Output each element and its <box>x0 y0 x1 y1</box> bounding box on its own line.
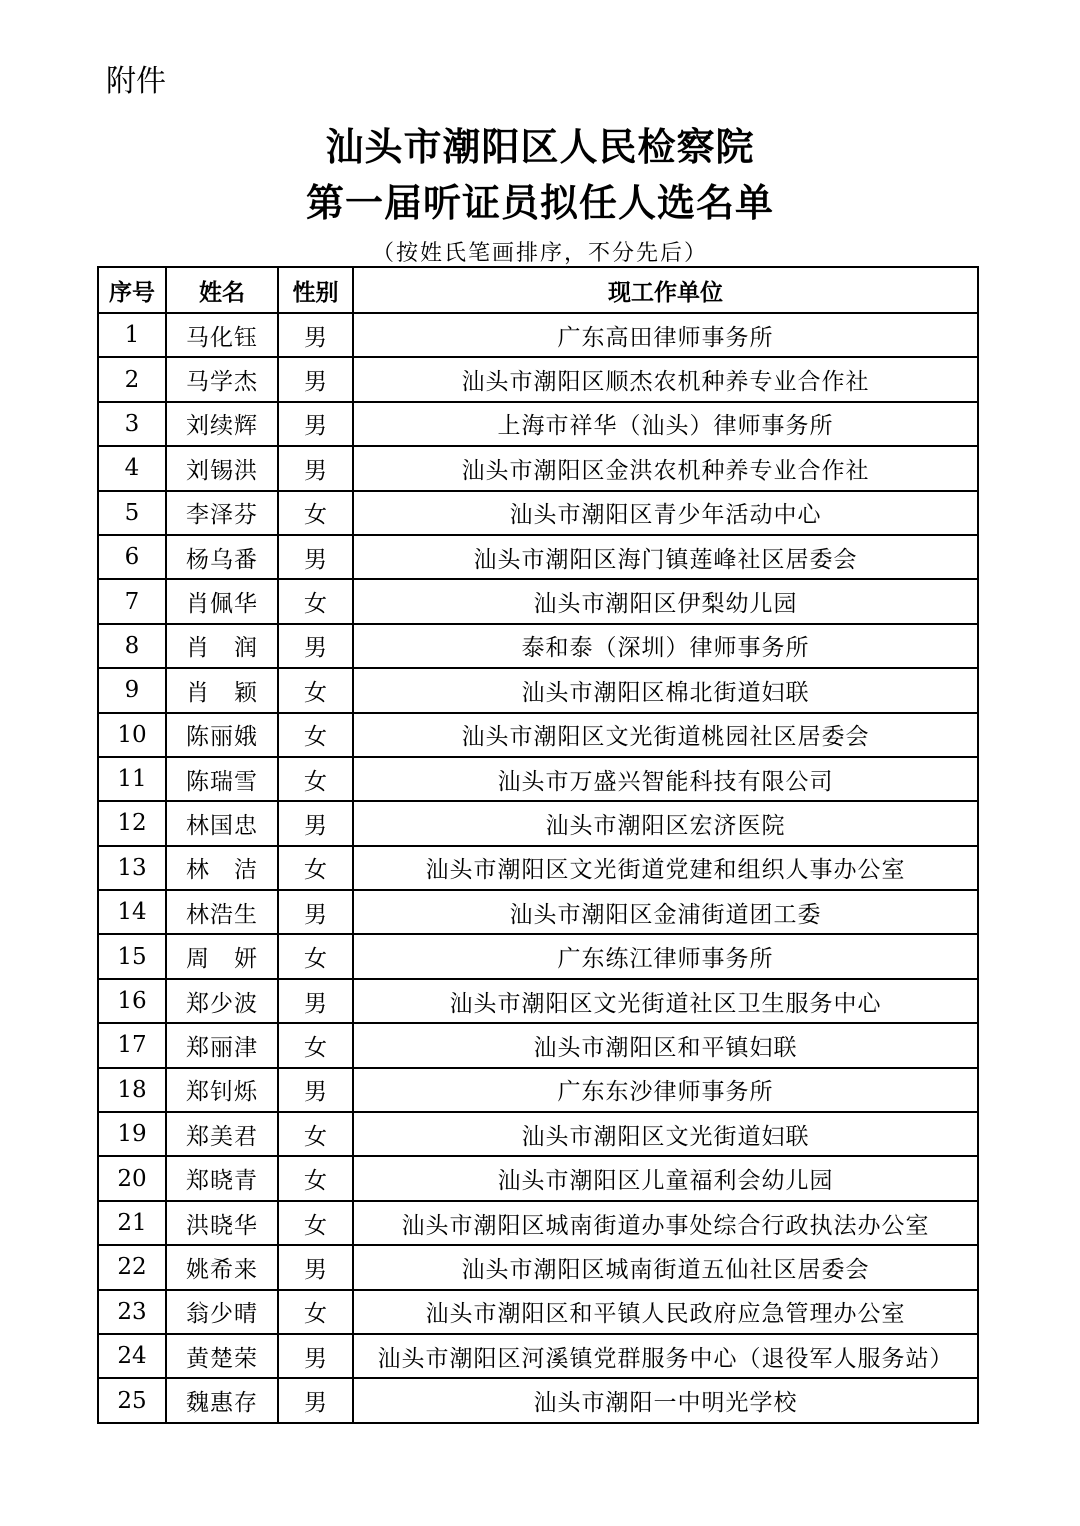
table-row <box>98 1245 978 1289</box>
row-number-cell: 11 <box>98 757 166 801</box>
candidate-table <box>97 266 979 1424</box>
attachment-label: 附件 <box>106 64 166 99</box>
row-gender-cell: 男 <box>278 535 353 579</box>
row-workplace-cell: 汕头市潮阳区和平镇妇联 <box>353 1023 978 1067</box>
row-name-cell: 马学杰 <box>166 357 278 401</box>
table-row <box>98 579 978 623</box>
row-number-cell: 1 <box>98 313 166 357</box>
row-gender-cell: 男 <box>278 313 353 357</box>
row-number-cell: 17 <box>98 1023 166 1067</box>
row-number-cell: 24 <box>98 1334 166 1378</box>
row-number-cell: 6 <box>98 535 166 579</box>
row-name-cell: 肖佩华 <box>166 579 278 623</box>
row-name-cell: 黄楚荣 <box>166 1334 278 1378</box>
table-row <box>98 1290 978 1334</box>
row-gender-cell: 女 <box>278 1023 353 1067</box>
row-name-cell: 魏惠存 <box>166 1378 278 1422</box>
row-gender-cell: 女 <box>278 846 353 890</box>
row-gender-cell: 男 <box>278 1068 353 1112</box>
row-name-cell: 肖 颖 <box>166 668 278 712</box>
table-row <box>98 1201 978 1245</box>
table-row <box>98 934 978 978</box>
header-gender: 性别 <box>278 267 353 313</box>
row-gender-cell: 男 <box>278 890 353 934</box>
row-workplace-cell: 汕头市潮阳区文光街道桃园社区居委会 <box>353 713 978 757</box>
row-number-cell: 13 <box>98 846 166 890</box>
row-number-cell: 23 <box>98 1290 166 1334</box>
document-title-line2: 第一届听证员拟任人选名单 <box>305 180 774 225</box>
table-row <box>98 846 978 890</box>
row-gender-cell: 男 <box>278 801 353 845</box>
row-gender-cell: 女 <box>278 1290 353 1334</box>
row-gender-cell: 男 <box>278 1245 353 1289</box>
table-row <box>98 313 978 357</box>
table-header-row <box>98 267 978 313</box>
row-workplace-cell: 广东东沙律师事务所 <box>353 1068 978 1112</box>
row-gender-cell: 女 <box>278 1156 353 1200</box>
table-row <box>98 1068 978 1112</box>
header-name: 姓名 <box>166 267 278 313</box>
document-title-line1: 汕头市潮阳区人民检察院 <box>325 124 755 169</box>
row-workplace-cell: 广东高田律师事务所 <box>353 313 978 357</box>
table-row <box>98 757 978 801</box>
table-row <box>98 1334 978 1378</box>
header-number: 序号 <box>98 267 166 313</box>
row-gender-cell: 女 <box>278 1201 353 1245</box>
row-number-cell: 9 <box>98 668 166 712</box>
row-workplace-cell: 汕头市潮阳区文光街道党建和组织人事办公室 <box>353 846 978 890</box>
row-gender-cell: 女 <box>278 579 353 623</box>
table-row <box>98 357 978 401</box>
row-workplace-cell: 汕头市潮阳区金洪农机种养专业合作社 <box>353 446 978 490</box>
row-number-cell: 12 <box>98 801 166 845</box>
row-name-cell: 杨乌番 <box>166 535 278 579</box>
row-name-cell: 郑美君 <box>166 1112 278 1156</box>
table-row <box>98 1156 978 1200</box>
row-name-cell: 肖 润 <box>166 624 278 668</box>
row-workplace-cell: 上海市祥华（汕头）律师事务所 <box>353 402 978 446</box>
row-number-cell: 14 <box>98 890 166 934</box>
row-workplace-cell: 汕头市潮阳区河溪镇党群服务中心（退役军人服务站） <box>353 1334 978 1378</box>
table-row <box>98 446 978 490</box>
row-gender-cell: 男 <box>278 357 353 401</box>
row-name-cell: 翁少晴 <box>166 1290 278 1334</box>
row-gender-cell: 男 <box>278 979 353 1023</box>
table-body <box>98 313 978 1423</box>
table-row <box>98 624 978 668</box>
row-number-cell: 21 <box>98 1201 166 1245</box>
row-name-cell: 郑钊烁 <box>166 1068 278 1112</box>
row-gender-cell: 男 <box>278 402 353 446</box>
row-number-cell: 15 <box>98 934 166 978</box>
table-row <box>98 801 978 845</box>
row-name-cell: 林 洁 <box>166 846 278 890</box>
row-workplace-cell: 汕头市潮阳区文光街道妇联 <box>353 1112 978 1156</box>
table-row <box>98 979 978 1023</box>
row-gender-cell: 女 <box>278 1112 353 1156</box>
row-number-cell: 19 <box>98 1112 166 1156</box>
row-gender-cell: 男 <box>278 1378 353 1422</box>
row-workplace-cell: 汕头市潮阳区海门镇莲峰社区居委会 <box>353 535 978 579</box>
row-gender-cell: 男 <box>278 446 353 490</box>
row-number-cell: 4 <box>98 446 166 490</box>
row-gender-cell: 男 <box>278 624 353 668</box>
row-workplace-cell: 汕头市潮阳区城南街道办事处综合行政执法办公室 <box>353 1201 978 1245</box>
row-workplace-cell: 广东练江律师事务所 <box>353 934 978 978</box>
row-workplace-cell: 汕头市潮阳区棉北街道妇联 <box>353 668 978 712</box>
row-workplace-cell: 汕头市潮阳区儿童福利会幼儿园 <box>353 1156 978 1200</box>
row-number-cell: 5 <box>98 491 166 535</box>
row-name-cell: 马化钰 <box>166 313 278 357</box>
row-workplace-cell: 汕头市潮阳一中明光学校 <box>353 1378 978 1422</box>
row-number-cell: 25 <box>98 1378 166 1422</box>
row-number-cell: 20 <box>98 1156 166 1200</box>
row-gender-cell: 女 <box>278 491 353 535</box>
table-row <box>98 668 978 712</box>
row-number-cell: 18 <box>98 1068 166 1112</box>
row-workplace-cell: 汕头市潮阳区城南街道五仙社区居委会 <box>353 1245 978 1289</box>
row-workplace-cell: 泰和泰（深圳）律师事务所 <box>353 624 978 668</box>
row-workplace-cell: 汕头市潮阳区文光街道社区卫生服务中心 <box>353 979 978 1023</box>
row-gender-cell: 女 <box>278 668 353 712</box>
table-row <box>98 1023 978 1067</box>
row-name-cell: 刘锡洪 <box>166 446 278 490</box>
table-row <box>98 402 978 446</box>
row-name-cell: 李泽芬 <box>166 491 278 535</box>
row-number-cell: 2 <box>98 357 166 401</box>
row-workplace-cell: 汕头市潮阳区宏济医院 <box>353 801 978 845</box>
row-workplace-cell: 汕头市潮阳区金浦街道团工委 <box>353 890 978 934</box>
row-name-cell: 林国忠 <box>166 801 278 845</box>
row-name-cell: 姚希来 <box>166 1245 278 1289</box>
row-number-cell: 3 <box>98 402 166 446</box>
header-workplace: 现工作单位 <box>353 267 978 313</box>
row-number-cell: 7 <box>98 579 166 623</box>
row-gender-cell: 男 <box>278 1334 353 1378</box>
table-row <box>98 1112 978 1156</box>
row-name-cell: 郑晓青 <box>166 1156 278 1200</box>
row-number-cell: 22 <box>98 1245 166 1289</box>
row-number-cell: 10 <box>98 713 166 757</box>
table-row <box>98 713 978 757</box>
row-name-cell: 林浩生 <box>166 890 278 934</box>
row-gender-cell: 女 <box>278 757 353 801</box>
table-row <box>98 1378 978 1422</box>
row-name-cell: 洪晓华 <box>166 1201 278 1245</box>
row-name-cell: 周 妍 <box>166 934 278 978</box>
row-workplace-cell: 汕头市万盛兴智能科技有限公司 <box>353 757 978 801</box>
row-gender-cell: 女 <box>278 934 353 978</box>
row-name-cell: 陈丽娥 <box>166 713 278 757</box>
row-number-cell: 8 <box>98 624 166 668</box>
table-row <box>98 890 978 934</box>
row-workplace-cell: 汕头市潮阳区青少年活动中心 <box>353 491 978 535</box>
row-workplace-cell: 汕头市潮阳区和平镇人民政府应急管理办公室 <box>353 1290 978 1334</box>
row-number-cell: 16 <box>98 979 166 1023</box>
row-name-cell: 刘续辉 <box>166 402 278 446</box>
row-workplace-cell: 汕头市潮阳区顺杰农机种养专业合作社 <box>353 357 978 401</box>
row-name-cell: 郑少波 <box>166 979 278 1023</box>
row-gender-cell: 女 <box>278 713 353 757</box>
row-workplace-cell: 汕头市潮阳区伊梨幼儿园 <box>353 579 978 623</box>
document-subtitle: （按姓氏笔画排序，不分先后） <box>371 241 708 266</box>
row-name-cell: 郑丽津 <box>166 1023 278 1067</box>
row-name-cell: 陈瑞雪 <box>166 757 278 801</box>
table-row <box>98 535 978 579</box>
table-row <box>98 491 978 535</box>
